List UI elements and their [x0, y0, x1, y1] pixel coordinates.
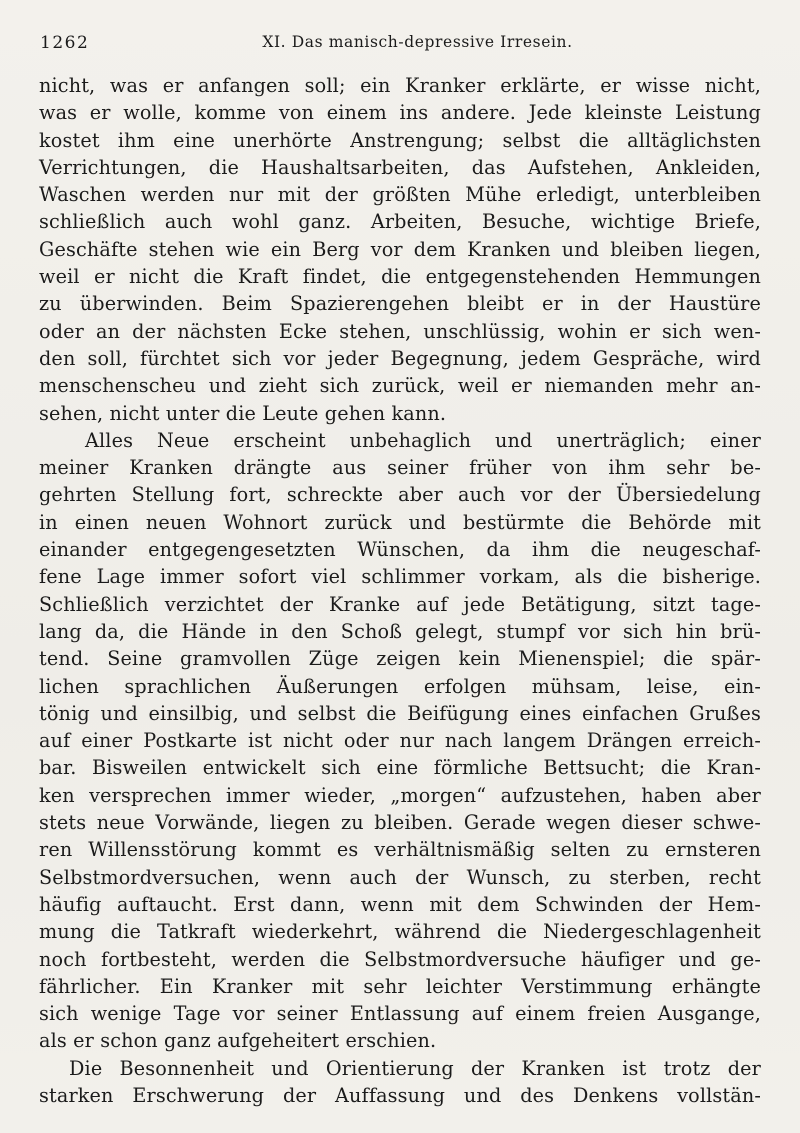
- text-line: fene Lage immer sofort viel schlimmer vorkam, als die bisherige.: [39, 565, 761, 589]
- text-line: kostet ihm eine unerhörte Anstrengung; selbst die alltäglichsten: [39, 128, 761, 152]
- text-line: einander entgegengesetzten Wünschen, da ihm die neugeschaf-: [39, 538, 761, 562]
- paragraph-end-line: sehen, nicht unter die Leute gehen kann.: [39, 401, 447, 425]
- text-line: Schließlich verzichtet der Kranke auf jede Betätigung, sitzt tage-: [39, 592, 761, 616]
- text-line: ken versprechen immer wieder, „morgen“ aufzustehen, haben aber: [39, 783, 761, 807]
- paragraph-start-line: Alles Neue erscheint unbehaglich und unerträglich; einer: [85, 428, 761, 452]
- text-line: oder an der nächsten Ecke stehen, unschlüssig, wohin er sich wen-: [39, 319, 761, 343]
- page-number: 1262: [40, 33, 90, 53]
- page-header: [40, 33, 760, 57]
- text-line: schließlich auch wohl ganz. Arbeiten, Besuche, wichtige Briefe,: [39, 210, 761, 234]
- text-line: zu überwinden. Beim Spazierengehen bleibt er in der Haustüre: [39, 292, 761, 316]
- text-line: gehrten Stellung fort, schreckte aber auch vor der Übersiedelung: [39, 483, 761, 507]
- text-line: noch fortbesteht, werden die Selbstmordversuche häufiger und ge-: [39, 947, 761, 971]
- running-title: XI. Das manisch-depressive Irresein.: [262, 33, 573, 51]
- text-line: bar. Bisweilen entwickelt sich eine förmliche Bettsucht; die Kran-: [39, 756, 761, 780]
- text-line: lichen sprachlichen Äußerungen erfolgen mühsam, leise, ein-: [39, 674, 761, 698]
- paragraph-start-line: Die Besonnenheit und Orientierung der Kranken ist trotz der: [69, 1056, 761, 1080]
- text-line: sich wenige Tage vor seiner Entlassung auf einem freien Ausgange,: [39, 1002, 761, 1026]
- paragraph-end-line: als er schon ganz aufgeheitert erschien.: [39, 1029, 437, 1053]
- text-line: ren Willensstörung kommt es verhältnismäßig selten zu ernsteren: [39, 838, 761, 862]
- text-line: meiner Kranken drängte aus seiner früher von ihm sehr be-: [39, 456, 761, 480]
- text-line: Waschen werden nur mit der größten Mühe erledigt, unterbleiben: [39, 183, 761, 207]
- text-line: Verrichtungen, die Haushaltsarbeiten, das Aufstehen, Ankleiden,: [39, 155, 761, 179]
- text-line: was er wolle, komme von einem ins andere. Jede kleinste Leistung: [39, 101, 761, 125]
- text-line: häufig auftaucht. Erst dann, wenn mit dem Schwinden der Hem-: [39, 892, 761, 916]
- text-line: weil er nicht die Kraft findet, die entgegenstehenden Hemmungen: [39, 265, 761, 289]
- text-line: auf einer Postkarte ist nicht oder nur nach langem Drängen erreich-: [39, 729, 761, 753]
- text-line: tend. Seine gramvollen Züge zeigen kein Mienenspiel; die spär-: [39, 647, 761, 671]
- text-line: fährlicher. Ein Kranker mit sehr leichter Verstimmung erhängte: [39, 974, 761, 998]
- text-line: nicht, was er anfangen soll; ein Kranker erklärte, er wisse nicht,: [39, 74, 761, 97]
- text-line: Geschäfte stehen wie ein Berg vor dem Kranken und bleiben liegen,: [39, 237, 761, 261]
- text-line: den soll, fürchtet sich vor jeder Begegnung, jedem Gespräche, wird: [39, 346, 761, 370]
- text-line: tönig und einsilbig, und selbst die Beifügung eines einfachen Grußes: [39, 701, 761, 725]
- text-line: Selbstmordversuchen, wenn auch der Wunsch, zu sterben, recht: [39, 865, 761, 889]
- text-line: stets neue Vorwände, liegen zu bleiben. Gerade wegen dieser schwe-: [39, 811, 761, 835]
- text-line: in einen neuen Wohnort zurück und bestürmte die Behörde mit: [39, 510, 761, 534]
- text-line: lang da, die Hände in den Schoß gelegt, stumpf vor sich hin brü-: [39, 619, 761, 643]
- text-line: menschenscheu und zieht sich zurück, weil er niemanden mehr an-: [39, 374, 761, 398]
- text-line: starken Erschwerung der Auffassung und des Denkens vollstän-: [39, 1083, 761, 1107]
- text-line: mung die Tatkraft wiederkehrt, während die Niedergeschlagenheit: [39, 920, 761, 944]
- body-text: [39, 72, 761, 1109]
